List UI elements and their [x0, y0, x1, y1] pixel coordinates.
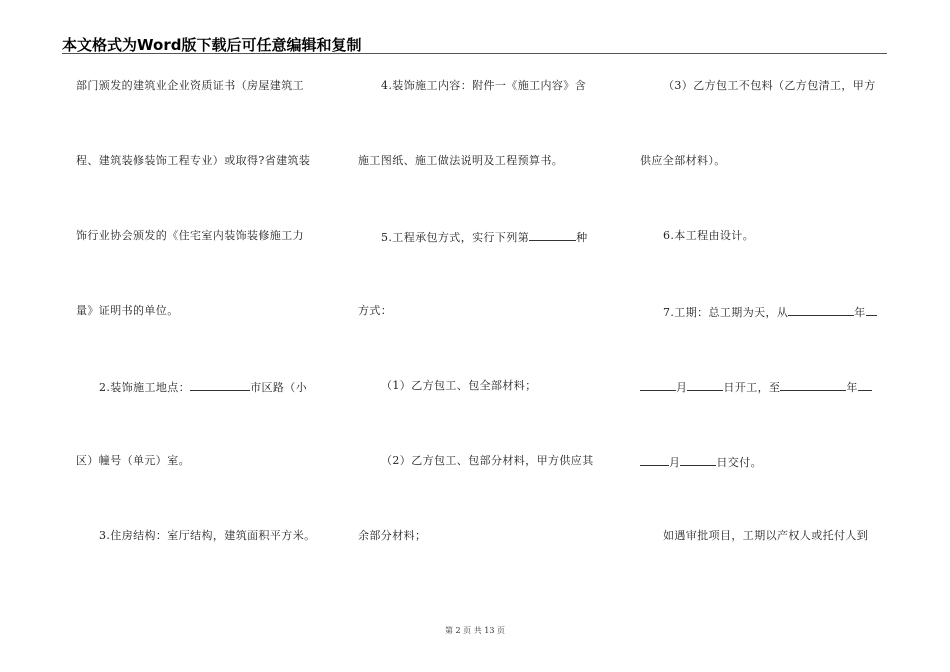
paragraph-line: （2）乙方包工、包部分材料，甲方供应其 [381, 454, 594, 467]
paragraph-line [99, 379, 307, 395]
line-text: 种 [576, 231, 588, 244]
paragraph-line: 3.住房结构：室厅结构，建筑面积平方米。 [99, 529, 316, 542]
blank-field[interactable] [866, 304, 877, 316]
line-text: 年 [846, 381, 858, 394]
paragraph-line [381, 229, 588, 245]
line-text: 市区路（小 [250, 381, 308, 394]
line-text: 5.工程承包方式，实行下列第 [381, 231, 530, 244]
paragraph-line: 饰行业协会颁发的《住宅室内装饰装修施工力 [76, 229, 304, 242]
paragraph-line [663, 304, 877, 320]
blank-field[interactable] [640, 454, 669, 466]
paragraph-line: 余部分材料； [358, 529, 427, 542]
blank-field[interactable] [780, 379, 846, 391]
line-text: 日开工，至 [723, 381, 781, 394]
header-divider [62, 53, 887, 54]
document-header-title: 本文格式为Word版下载后可任意编辑和复制 [62, 36, 362, 54]
paragraph-line: 量》证明书的单位。 [76, 304, 179, 317]
paragraph-line: （3）乙方包工不包料（乙方包清工，甲方 [663, 79, 876, 92]
blank-field[interactable] [190, 379, 250, 391]
paragraph-line: 供应全部材料）。 [640, 154, 726, 167]
line-text: 2.装饰施工地点： [99, 381, 191, 394]
paragraph-line [640, 379, 872, 395]
line-text: 年 [854, 306, 866, 319]
paragraph-line: 6.本工程由设计。 [663, 229, 755, 242]
blank-field[interactable] [858, 379, 872, 391]
line-text: 月 [669, 456, 681, 469]
paragraph-line [640, 454, 762, 470]
paragraph-line: 施工图纸、施工做法说明及工程预算书。 [358, 154, 564, 167]
line-text: 日交付。 [716, 456, 763, 469]
paragraph-line: （1）乙方包工、包全部材料； [381, 379, 537, 392]
paragraph-line: 如遇审批项目，工期以产权人或托付人到 [663, 529, 869, 542]
paragraph-line: 区）幢号（单元）室。 [76, 454, 190, 467]
blank-field[interactable] [788, 304, 854, 316]
blank-field[interactable] [640, 379, 676, 391]
paragraph-line: 部门颁发的建筑业企业资质证书（房屋建筑工 [76, 79, 304, 92]
blank-field[interactable] [687, 379, 723, 391]
blank-field[interactable] [529, 229, 576, 241]
line-text: 7.工期：总工期为天，从 [663, 306, 789, 319]
blank-field[interactable] [680, 454, 716, 466]
line-text: 月 [676, 381, 688, 394]
paragraph-line: 4.装饰施工内容：附件一《施工内容》含 [381, 79, 587, 92]
paragraph-line: 程、建筑装修装饰工程专业）或取得?省建筑装 [76, 154, 311, 167]
page-number-footer: 第 2 页 共 13 页 [445, 626, 505, 635]
paragraph-line: 方式： [358, 304, 393, 317]
